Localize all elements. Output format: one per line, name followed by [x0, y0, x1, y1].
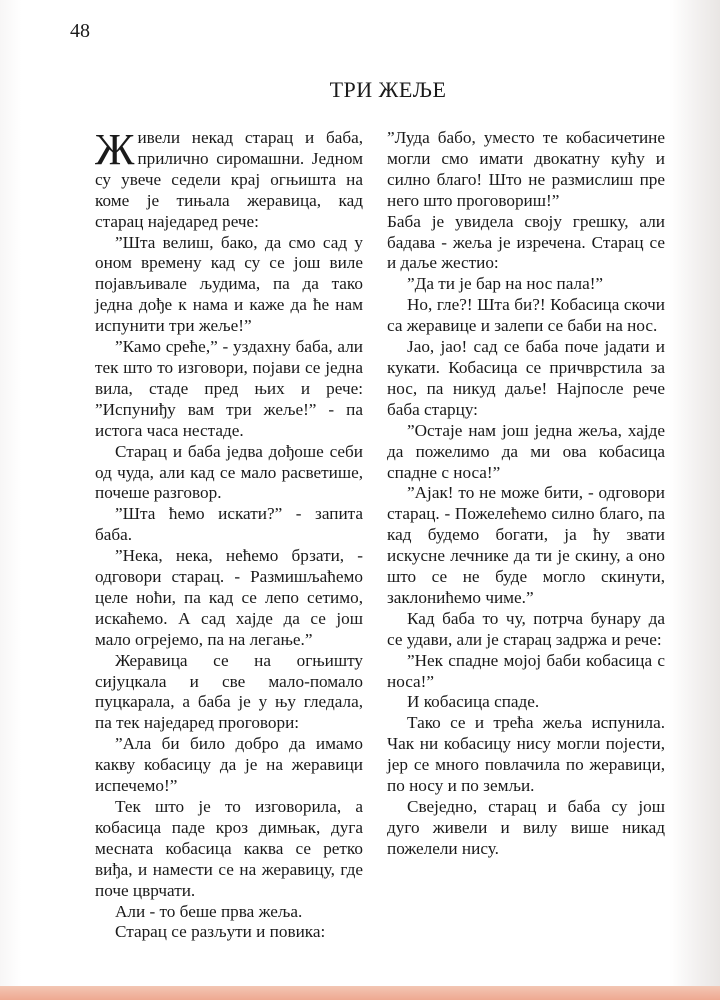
paragraph: Но, гле?! Шта би?! Кобасица скочи са жеравице и залепи се баби на нос. — [387, 295, 665, 336]
paragraph: ”Нек спадне мојој баби кобасица с носа!” — [387, 650, 665, 691]
page-number: 48 — [70, 20, 90, 42]
paragraph: ”Да ти је бар на нос пала!” — [407, 274, 604, 294]
paragraph: ”Шта велиш, бако, да смо сад у оном времену кад су се још виле појављивале људима, па да тако једна дође к нама и каже да ће нам испунити три жеље!” — [95, 232, 363, 336]
paragraph: Кад баба то чу, потрча бунару да се удави, али је старац задржа и рече: — [387, 608, 665, 649]
paragraph: ”Камо среће,” - уздахну баба, али тек што то изговори, појави се једна вила, стаде пред њих и рече: ”Испуниђу вам три жеље!” - па истога часа нестаде. — [95, 337, 363, 440]
paragraph: Баба је увидела своју грешку, али бадава - жеља је изречена. Старац се и даље жестио: — [387, 211, 665, 273]
paragraph: Старац се разљути и повика: — [115, 922, 326, 942]
right-column — [387, 128, 665, 860]
left-column — [95, 125, 363, 943]
paragraph: И кобасица спаде. — [407, 692, 540, 712]
opening-paragraph-text: ивели некад старац и баба, прилично сиромашни. Једном су увече седели крај огњишта на коме је тињала жеравица, кад старац наједаред рече: — [95, 128, 363, 231]
paragraph: ”Остаје нам још једна жеља, хајде да пожелимо да ми ова кобасица спадне с носа!” — [387, 420, 665, 482]
paragraph: ”Ајак! то не може бити, - одговори старац. - Пожелећемо силно благо, па кад будемо богати, ја ћу звати искусне лечнике да ти је скину, а оно што се не буде могло скинути, заклонићемо чиме.” — [387, 483, 665, 607]
opening-paragraph — [95, 125, 363, 233]
paragraph: Јао, јао! сад се баба поче јадати и кукати. Кобасица се причврстила за нос, па никуд даље! Најпосле рече баба старцу: — [387, 337, 665, 419]
paragraph: ”Нека, нека, нећемо брзати, - одговори старац. - Размишљаћемо целе ноћи, па кад се лепо сетимо, искаћемо. А сад хајде да се још мало огрејемо, па на легање.” — [95, 546, 363, 649]
story-title: ТРИ ЖЕЉЕ — [329, 77, 447, 102]
paragraph: ”Луда бабо, уместо те кобасичетине могли смо имати двокатну кућу и силно благо! Што не размислиш пре него што проговориш!” — [387, 128, 665, 210]
page-bottom-edge — [0, 986, 720, 1000]
paragraph: Старац и баба једва дођоше себи од чуда, али кад се мало расветише, почеше разговор. — [95, 441, 363, 503]
paragraph: Жеравица се на огњишту сијуцкала и све мало-помало пуцкарала, а баба је у њу гледала, па тек наједаред проговори: — [95, 650, 363, 733]
paragraph: Тек што је то изговорила, а кобасица паде кроз димњак, дуга месната кобасица каква се ретко виђа, и намести се на жеравицу, где поче цврчати. — [95, 797, 363, 900]
paragraph: ”Ала би било добро да имамо какву кобасицу да је на жеравици испечемо!” — [95, 734, 363, 796]
paragraph: Али - то беше прва жеља. — [115, 901, 303, 921]
paragraph: ”Шта ћемо искати?” - запита баба. — [95, 504, 363, 545]
drop-cap: Ж — [95, 125, 135, 174]
paragraph: Тако се и трећа жеља испунила. Чак ни кобасицу нису могли појести, јер се много повлачила по жеравици, по носу и по земљи. — [387, 713, 665, 796]
paragraph: Свеједно, старац и баба су још дуго живели и вилу више никад пожелели нису. — [387, 797, 665, 858]
